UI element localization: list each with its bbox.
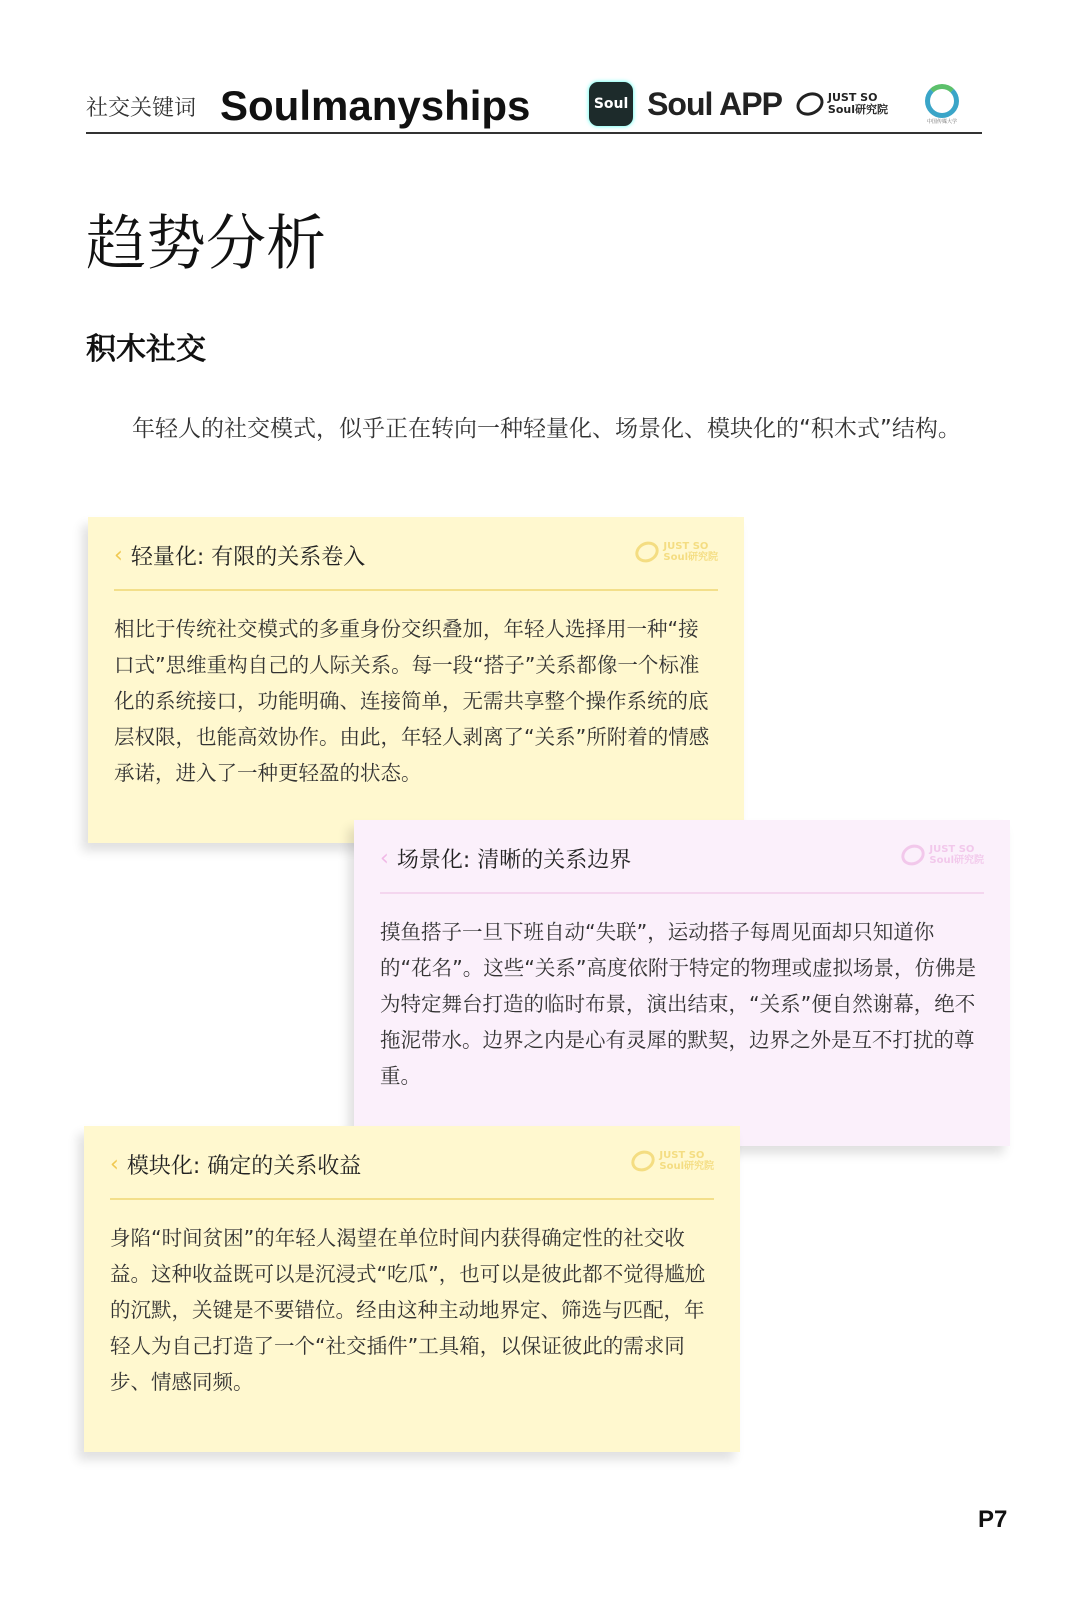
page-header [86,78,982,134]
keyword-label: 社交关键词 [86,96,197,121]
institute-line2: Soul研究院 [827,103,888,116]
org-name: 中国传媒大学 [926,118,957,125]
card-title: 模块化: 确定的关系收益 [126,1153,362,1179]
justso-logo [796,92,888,116]
card-lightweight [88,517,744,843]
logo-group [589,82,982,126]
card-scenario [354,820,1010,1146]
soul-app-icon: Soul [589,82,633,126]
card-body: 身陷“时间贫困”的年轻人渴望在单位时间内获得确定性的社交收益。这种收益既可以是沉浸式“吃瓜”，也可以是彼此都不觉得尴尬的沉默，关键是不要错位。经由这种主动地界定、筛选与匹配，年轻人为自己打造了一个“社交插件”工具箱，以保证彼此的需求同步、情感同频。 [110,1226,706,1394]
gov-org-logo [902,84,982,125]
chevron-left-icon: ‹ [380,845,389,871]
chevron-left-icon: ‹ [114,542,123,568]
section-title: 积木社交 [86,332,206,367]
watermark-logo: JUST SO Soul研究院 [635,541,718,563]
page-number: P7 [978,1506,1008,1533]
chevron-left-icon: ‹ [110,1151,119,1177]
card-title: 场景化: 清晰的关系边界 [396,847,632,873]
card-body: 摸鱼搭子一旦下班自动“失联”，运动搭子每周见面却只知道你的“花名”。这些“关系”高度依附于特定的物理或虚拟场景，仿佛是为特定舞台打造的临时布景，演出结束，“关系”便自然谢幕，绝不拖泥带水。边界之内是心有灵犀的默契，边界之外是互不打扰的尊重。 [380,920,976,1088]
intro-paragraph: 年轻人的社交模式，似乎正在转向一种轻量化、场景化、模块化的“积木式”结构。 [132,416,961,442]
institute-line1: JUST SO [827,91,878,104]
org-emblem-icon [925,84,959,118]
page-title: 趋势分析 [86,209,326,279]
soul-app-logo: Soul APP [647,85,782,122]
brand-title: Soulmanyships [220,82,531,129]
card-body: 相比于传统社交模式的多重身份交织叠加，年轻人选择用一种“接口式”思维重构自己的人际关系。每一段“搭子”关系都像一个标准化的系统接口，功能明确、连接简单，无需共享整个操作系统的底层权限，也能高效协作。由此，年轻人剥离了“关系”所附着的情感承诺，进入了一种更轻盈的状态。 [114,617,710,785]
card-title: 轻量化: 有限的关系卷入 [130,544,366,570]
card-modular [84,1126,740,1452]
watermark-logo: JUST SO Soul研究院 [631,1150,714,1172]
watermark-logo: JUST SO Soul研究院 [901,844,984,866]
orbit-icon [793,88,828,120]
